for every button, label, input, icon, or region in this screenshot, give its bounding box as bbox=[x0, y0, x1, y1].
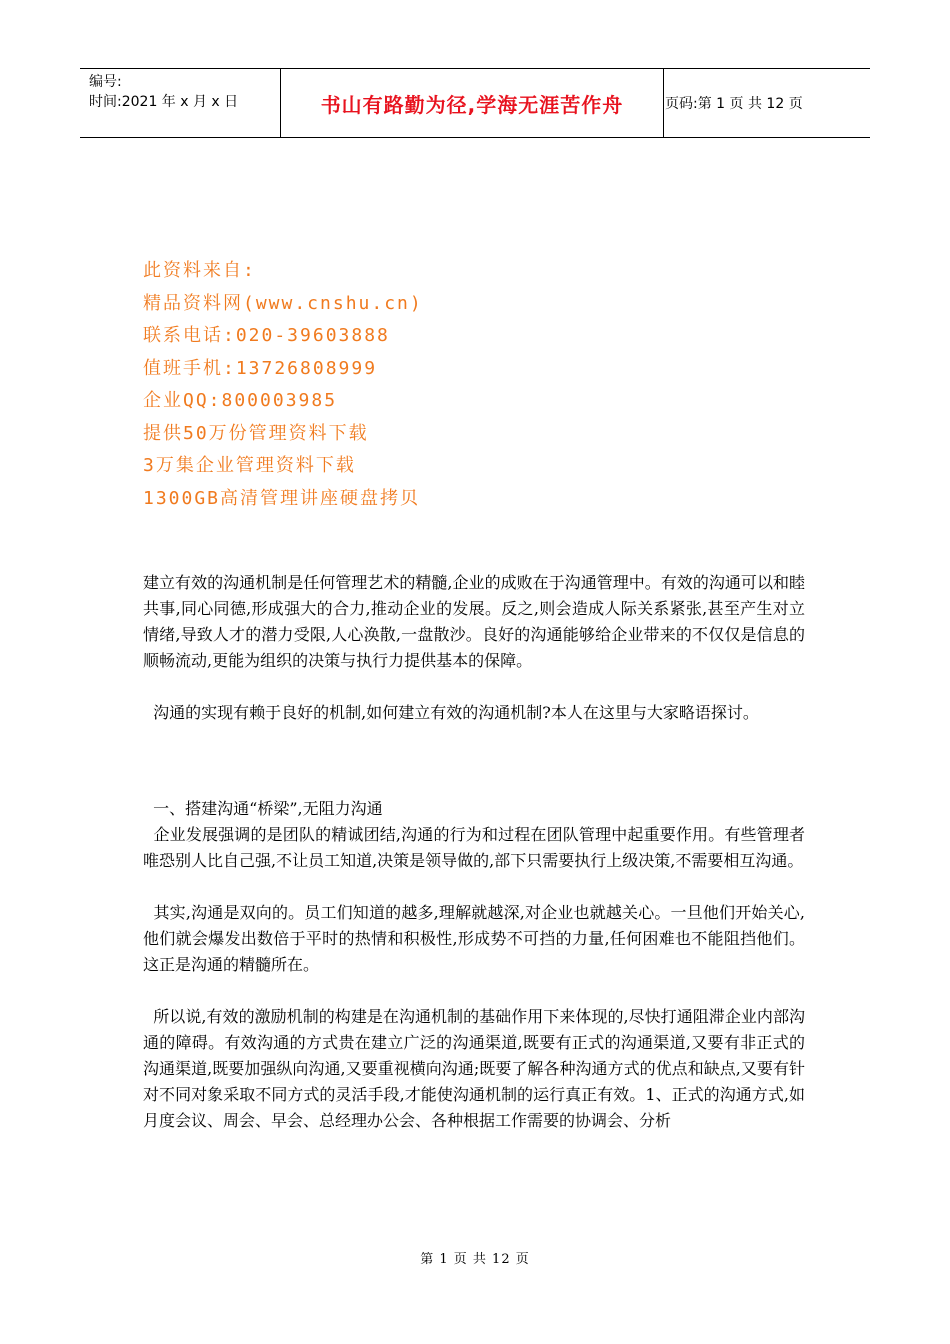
page-code: 页码:第 1 页 共 12 页 bbox=[665, 96, 803, 112]
time-label: 时间:2021 年 x 月 x 日 bbox=[89, 94, 239, 110]
section-heading: 一、搭建沟通“桥梁”,无阻力沟通 bbox=[143, 799, 383, 818]
number-label: 编号: bbox=[89, 74, 122, 90]
paragraph: 建立有效的沟通机制是任何管理艺术的精髓,企业的成败在于沟通管理中。有效的沟通可以和睦共事,同心同德,形成强大的合力,推动企业的发展。反之,则会造成人际关系紧张,甚至产生对立情绪,导致人才的潜力受限,人心涣散,一盘散沙。良好的沟通能够给企业带来的不仅仅是信息的顺畅流动,更能为组织的决策与执行力提供基本的保障。 bbox=[143, 573, 805, 670]
page-footer: 第 1 页 共 12 页 bbox=[420, 1252, 530, 1267]
promo-line: 企业QQ:800003985 bbox=[143, 390, 338, 411]
promo-block bbox=[143, 255, 423, 515]
header-motto: 书山有路勤为径,学海无涯苦作舟 bbox=[320, 92, 624, 117]
promo-line: 此资料来自: bbox=[143, 260, 256, 281]
promo-line: 联系电话:020-39603888 bbox=[143, 325, 390, 346]
promo-line: 精品资料网(www.cnshu.cn) bbox=[143, 292, 423, 314]
paragraph: 其实,沟通是双向的。员工们知道的越多,理解就越深,对企业也就越关心。一旦他们开始关心,他们就会爆发出数倍于平时的热情和积极性,形成势不可挡的力量,任何困难也不能阻挡他们。这正是沟通的精髓所在。 bbox=[143, 903, 805, 974]
paragraph: 沟通的实现有赖于良好的机制,如何建立有效的沟通机制?本人在这里与大家略语探讨。 bbox=[143, 703, 759, 722]
promo-line: 值班手机:13726808999 bbox=[143, 357, 378, 379]
promo-line: 1300GB高清管理讲座硬盘拷贝 bbox=[143, 487, 421, 509]
document-body bbox=[143, 570, 805, 1134]
paragraph: 所以说,有效的激励机制的构建是在沟通机制的基础作用下来体现的,尽快打通阻滞企业内部沟通的障碍。有效沟通的方式贵在建立广泛的沟通渠道,既要有正式的沟通渠道,又要有非正式的沟通渠道,既要加强纵向沟通,又要重视横向沟通;既要了解各种沟通方式的优点和缺点,又要有针对不同对象采取不同方式的灵活手段,才能使沟通机制的运行真正有效。1、正式的沟通方式,如月度会议、周会、早会、总经理办公会、各种根据工作需要的协调会、分析 bbox=[143, 1007, 805, 1130]
header-table bbox=[80, 68, 870, 138]
header-divider bbox=[663, 69, 664, 137]
promo-line: 提供50万份管理资料下载 bbox=[143, 422, 369, 444]
header-meta bbox=[89, 72, 238, 112]
paragraph: 企业发展强调的是团队的精诚团结,沟通的行为和过程在团队管理中起重要作用。有些管理者唯恐别人比自己强,不让员工知道,决策是领导做的,部下只需要执行上级决策,不需要相互沟通。 bbox=[143, 825, 806, 870]
promo-line: 3万集企业管理资料下载 bbox=[143, 455, 356, 476]
